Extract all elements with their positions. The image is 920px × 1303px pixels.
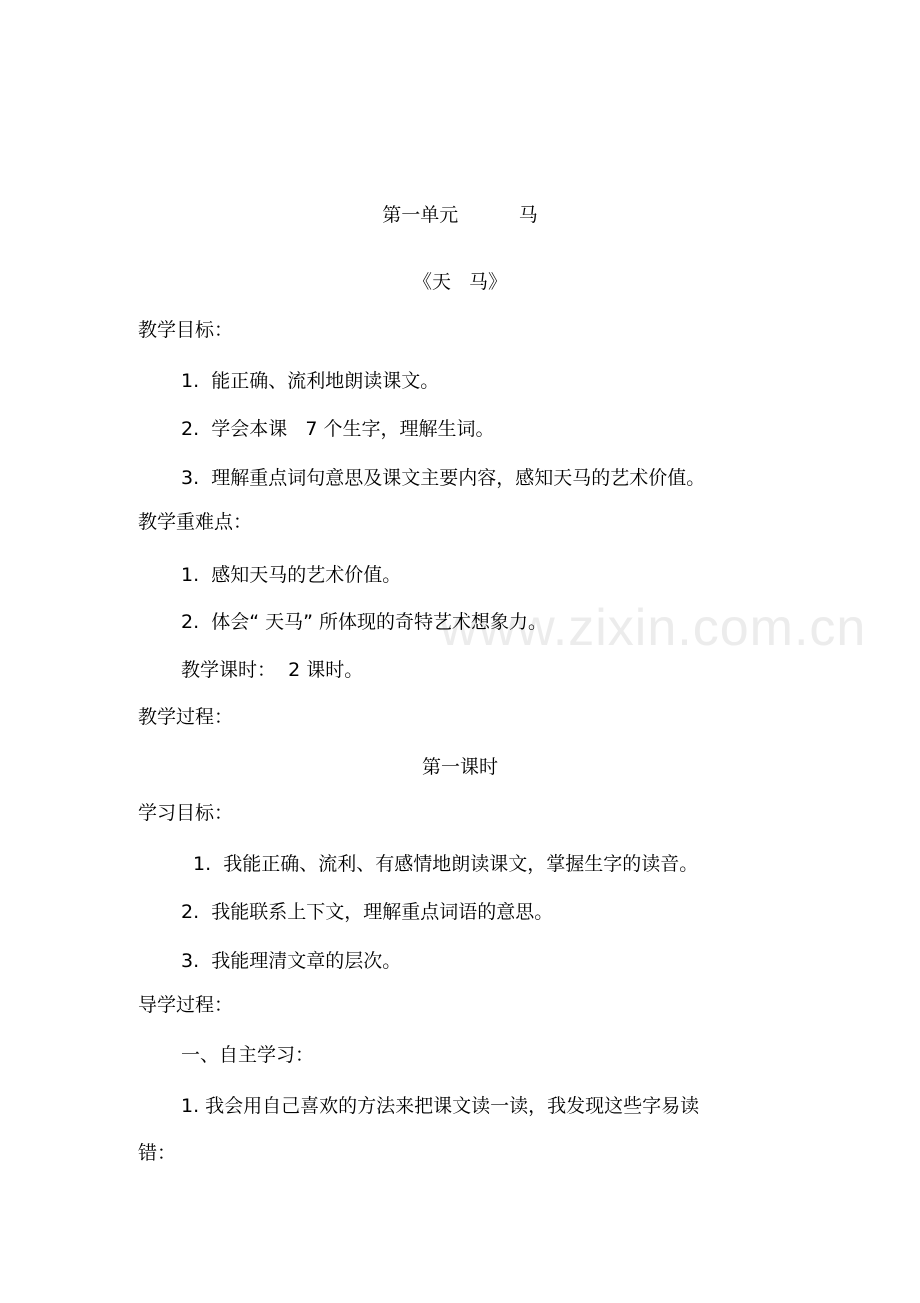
exercise-text: 1. 我会用自己喜欢的方法来把课文读一读，我发现这些字易读 (181, 1095, 700, 1117)
watermark: www.zixin.com.cn (440, 599, 867, 657)
exercise-text-continued: 错： (138, 1142, 177, 1164)
process-heading: 教学过程： (138, 706, 234, 728)
key-point-item: 1. 感知天马的艺术价值。 (181, 564, 402, 586)
learning-goal-item: 3. 我能理清文章的层次。 (181, 950, 402, 972)
lesson-title: 《天 马》 (412, 271, 508, 293)
objective-item: 3. 理解重点词句意思及课文主要内容，感知天马的艺术价值。 (181, 467, 706, 489)
guide-heading: 导学过程： (138, 994, 234, 1016)
objective-item: 2. 学会本课 7 个生字，理解生词。 (181, 418, 495, 440)
learning-goal-item: 2. 我能联系上下文，理解重点词语的意思。 (181, 901, 554, 923)
learning-goals-heading: 学习目标： (138, 802, 234, 824)
class-hours: 教学课时： 2 课时。 (181, 659, 364, 681)
objectives-heading: 教学目标： (138, 319, 234, 341)
unit-title: 第一单元 马 (382, 204, 538, 226)
objective-item: 1. 能正确、流利地朗读课文。 (181, 370, 440, 392)
section-one-heading: 一、自主学习： (181, 1044, 315, 1066)
key-point-item: 2. 体会“ 天马” 所体现的奇特艺术想象力。 (181, 611, 547, 633)
learning-goal-item: 1. 我能正确、流利、有感情地朗读课文，掌握生字的读音。 (193, 853, 699, 875)
key-points-heading: 教学重难点： (138, 511, 253, 533)
period-title: 第一课时 (421, 756, 498, 778)
